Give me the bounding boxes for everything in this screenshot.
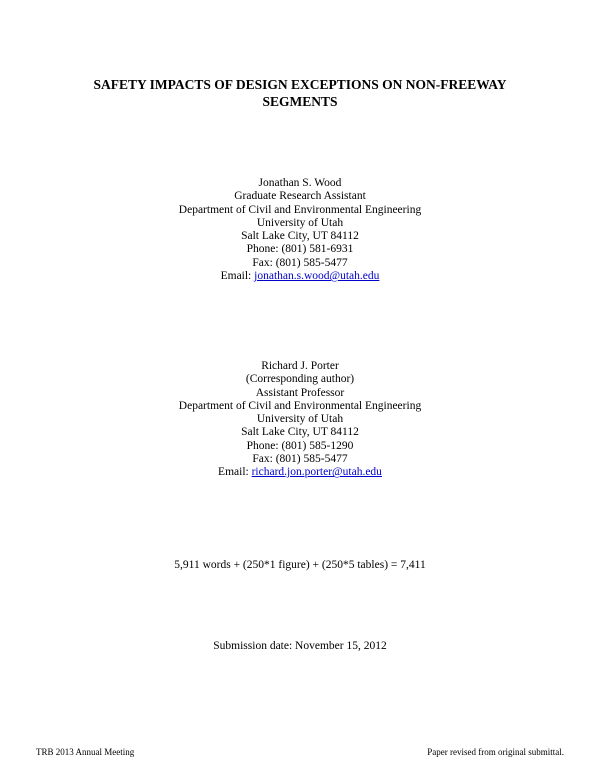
author-name: Jonathan S. Wood	[258, 177, 342, 189]
author-fax: Fax: (801) 585-5477	[252, 256, 348, 269]
author-university: University of Utah	[256, 216, 344, 229]
word-count: 5,911 words + (250*1 figure) + (250*5 tables) = 7,411	[174, 559, 426, 571]
author-city: Salt Lake City, UT 84112	[241, 426, 359, 439]
author-email-link[interactable]: jonathan.s.wood@utah.edu	[254, 270, 380, 283]
footer-right: Paper revised from original submittal.	[427, 747, 564, 757]
author-phone: Phone: (801) 581-6931	[246, 243, 354, 256]
author-role: Graduate Research Assistant	[234, 190, 366, 203]
email-label: Email:	[218, 466, 252, 479]
author-department: Department of Civil and Environmental Engineering	[178, 203, 422, 216]
author-note: (Corresponding author)	[245, 373, 355, 386]
submission-date: Submission date: November 15, 2012	[213, 640, 387, 652]
title-line-1: SAFETY IMPACTS OF DESIGN EXCEPTIONS ON NON-FREEWAY	[93, 77, 507, 92]
paper-title	[60, 76, 540, 110]
footer-left: TRB 2013 Annual Meeting	[36, 747, 135, 757]
author-university: University of Utah	[256, 413, 344, 426]
author-phone: Phone: (801) 585-1290	[246, 439, 354, 452]
title-line-2: SEGMENTS	[262, 94, 338, 109]
author-department: Department of Civil and Environmental Engineering	[178, 399, 422, 412]
author-email-line	[100, 466, 500, 479]
email-label: Email:	[220, 270, 255, 283]
author-block-2	[100, 360, 500, 480]
author-city: Salt Lake City, UT 84112	[241, 230, 359, 243]
author-email-line	[100, 270, 500, 283]
author-role: Assistant Professor	[255, 386, 345, 399]
author-block-1	[100, 177, 500, 283]
author-email-link[interactable]: richard.jon.porter@utah.edu	[251, 466, 382, 479]
author-name: Richard J. Porter	[261, 360, 339, 372]
author-fax: Fax: (801) 585-5477	[252, 453, 348, 466]
